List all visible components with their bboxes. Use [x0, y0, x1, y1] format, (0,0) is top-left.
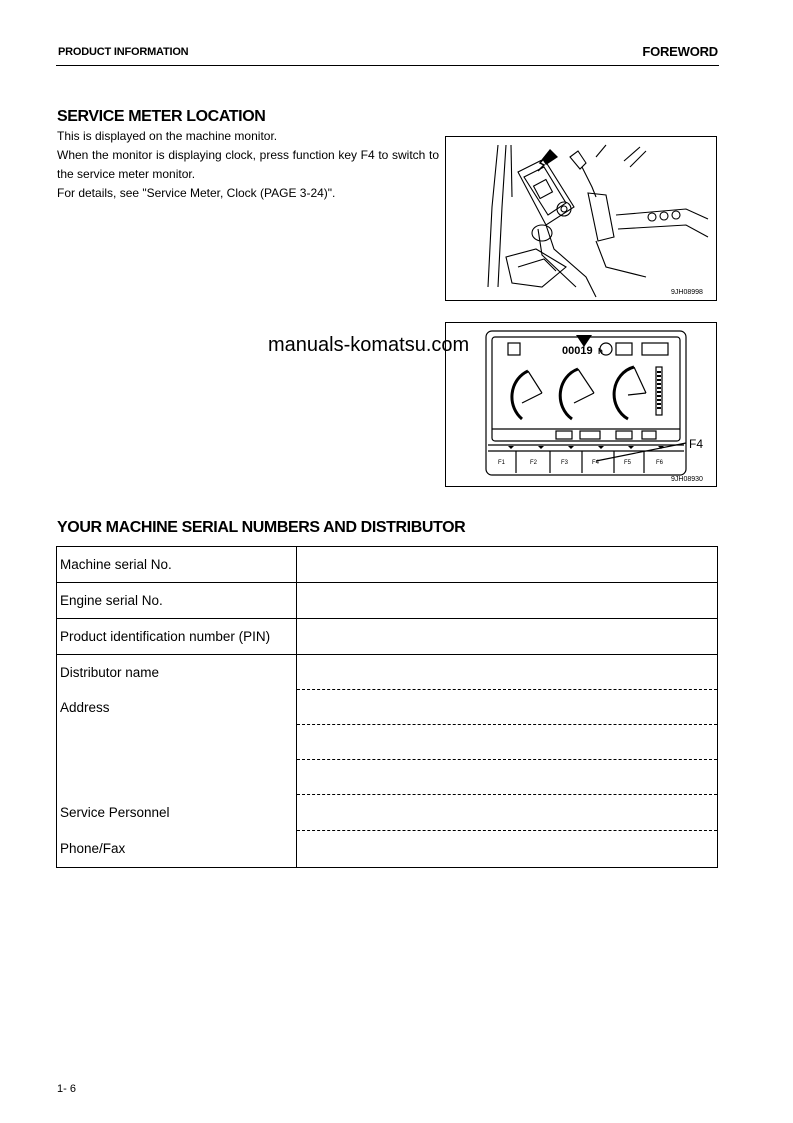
figure-code: 9JH08930 — [671, 476, 703, 483]
phone-fax-label: Phone/Fax — [60, 841, 126, 856]
figure-monitor-location — [445, 136, 717, 301]
paragraph-line: When the monitor is displaying clock, press function key F4 to switch to the service meter monitor. — [57, 148, 439, 181]
pointer-arrow-icon — [542, 149, 558, 165]
machine-serial-label: Machine serial No. — [57, 547, 297, 583]
serial-numbers-heading: YOUR MACHINE SERIAL NUMBERS AND DISTRIBUTOR — [57, 519, 466, 536]
key-f6-label: F6 — [656, 460, 664, 466]
figure-machine-monitor — [445, 322, 717, 487]
pin-label: Product identification number (PIN) — [57, 619, 297, 655]
meter-reading: 00019 — [562, 345, 593, 357]
pin-value — [297, 619, 718, 655]
table-row — [57, 583, 718, 619]
service-meter-text — [57, 127, 439, 203]
service-personnel-label: Service Personnel — [60, 805, 170, 820]
table-row — [57, 655, 718, 868]
watermark-text: manuals-komatsu.com — [268, 334, 470, 356]
key-f4-label: F4 — [592, 460, 600, 466]
divider — [297, 724, 717, 725]
key-f3-label: F3 — [561, 460, 569, 466]
monitor-illustration — [446, 323, 716, 486]
page-number: 1- 6 — [57, 1083, 76, 1095]
f4-callout: F4 — [689, 437, 704, 451]
key-f1-label: F1 — [498, 460, 506, 466]
table-row — [57, 619, 718, 655]
paragraph-line: This is displayed on the machine monitor. — [57, 129, 278, 143]
meter-unit: h — [598, 347, 603, 356]
key-f2-label: F2 — [530, 460, 538, 466]
key-f5-label: F5 — [624, 460, 632, 466]
figure-code: 9JH08998 — [671, 289, 703, 296]
header-section-label: PRODUCT INFORMATION — [58, 46, 189, 58]
distributor-values-cell — [297, 655, 718, 868]
divider — [297, 759, 717, 760]
header-rule — [56, 65, 719, 66]
cab-illustration — [446, 137, 716, 300]
engine-serial-label: Engine serial No. — [57, 583, 297, 619]
paragraph-line: For details, see "Service Meter, Clock (PAGE 3-24)". — [57, 186, 336, 200]
distributor-name-label: Distributor name — [60, 665, 160, 680]
divider — [297, 830, 717, 831]
divider — [297, 794, 717, 795]
table-row — [57, 547, 718, 583]
header-chapter-label: FOREWORD — [642, 44, 718, 59]
machine-serial-value — [297, 547, 718, 583]
address-label: Address — [60, 700, 110, 715]
engine-serial-value — [297, 583, 718, 619]
service-meter-heading: SERVICE METER LOCATION — [57, 108, 266, 125]
divider — [297, 689, 717, 690]
distributor-labels-cell — [57, 655, 297, 868]
serial-numbers-table — [56, 546, 718, 868]
